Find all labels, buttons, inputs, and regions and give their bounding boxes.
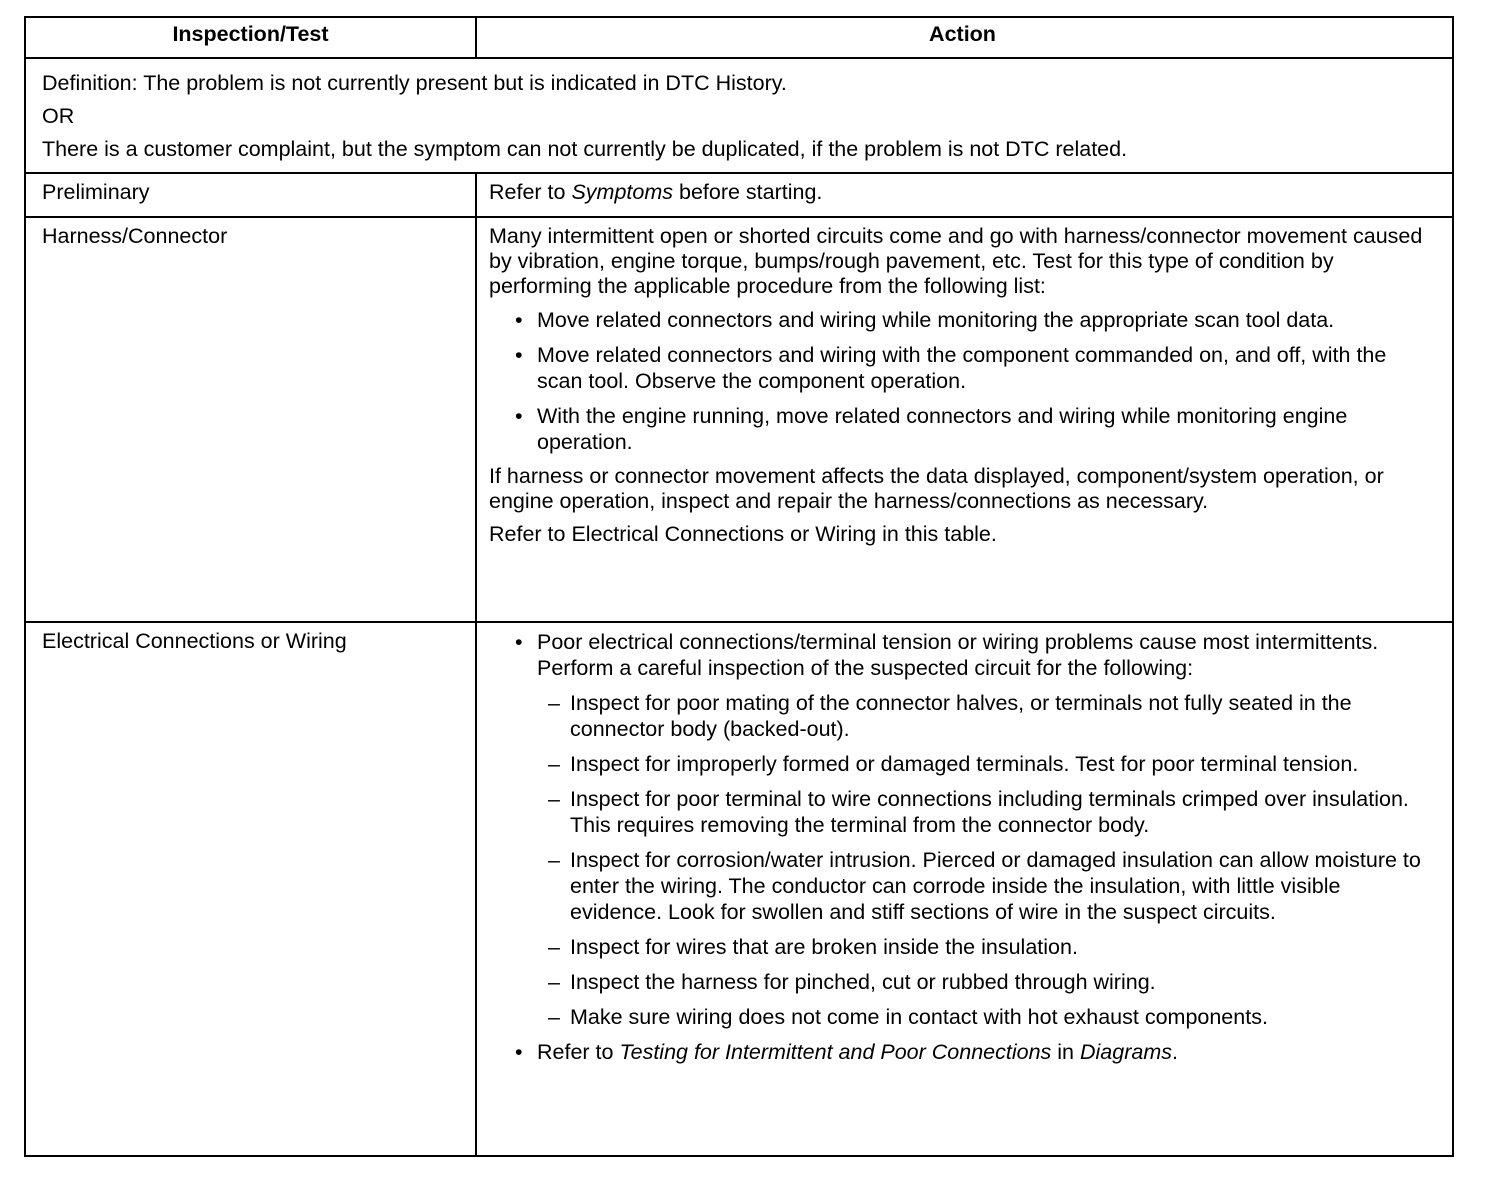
row-label: Electrical Connections or Wiring — [26, 623, 477, 1155]
table-row-preliminary — [26, 172, 1452, 216]
header-action: Action — [929, 22, 996, 46]
harness-repair-note: If harness or connector movement affects the data displayed, component/system operation, or engine operation, inspect and repair the harness/connections as necessary. — [489, 464, 1384, 513]
sub-list-item — [489, 934, 1436, 960]
dash-icon: – — [548, 752, 560, 776]
sub-list-item-text: Inspect the harness for pinched, cut or rubbed through wiring. — [570, 970, 1156, 994]
bullet-icon: • — [515, 343, 523, 367]
row-action — [477, 623, 1452, 1155]
list-item-text: Refer to — [537, 1040, 620, 1064]
harness-intro: Many intermittent open or shorted circuits come and go with harness/connector movement caused by vibration, engine torque, bumps/rough pavement, etc. Test for this type of condition by performing the applicable procedure from the following list: — [489, 224, 1423, 298]
sub-list-item-text: Inspect for poor terminal to wire connections including terminals crimped over insulation. This requires removing the terminal from the connector body. — [570, 787, 1409, 837]
list-item-text: Move related connectors and wiring while monitoring the appropriate scan tool data. — [537, 308, 1335, 332]
row-label: Preliminary — [26, 174, 477, 216]
dash-icon: – — [548, 1005, 560, 1029]
symptoms-reference: Symptoms — [571, 180, 674, 204]
sub-list-item-text: Inspect for corrosion/water intrusion. Pierced or damaged insulation can allow moisture to enter the wiring. The conductor can corrode inside the insulation, with little visible evidence. Look for swollen and stiff sections of wire in the suspect circuits. — [570, 848, 1421, 924]
list-item — [489, 1039, 1436, 1065]
testing-reference: Testing for Intermittent and Poor Connections — [619, 1040, 1052, 1064]
dash-icon: – — [548, 970, 560, 994]
sub-list-item — [489, 690, 1436, 742]
header-inspection-test: Inspection/Test — [26, 18, 477, 57]
bullet-icon: • — [515, 308, 523, 332]
definition-or: OR — [42, 104, 75, 128]
table-header-row — [26, 18, 1452, 57]
action-text: before starting. — [673, 180, 823, 204]
list-item — [489, 307, 1436, 333]
definition-cell — [26, 59, 1143, 172]
list-item — [489, 403, 1436, 455]
sub-list-item — [489, 751, 1436, 777]
row-action — [477, 174, 1452, 216]
list-item-text: in — [1051, 1040, 1080, 1064]
row-label: Harness/Connector — [26, 218, 477, 621]
table-row-electrical-connections — [26, 621, 1452, 1155]
table-row-harness-connector — [26, 216, 1452, 621]
sub-list-item — [489, 1004, 1436, 1030]
dash-icon: – — [548, 787, 560, 811]
row-action — [477, 218, 1452, 621]
action-text: Refer to — [489, 180, 572, 204]
dash-icon: – — [548, 848, 560, 872]
list-item — [489, 342, 1436, 394]
definition-alternate: There is a customer complaint, but the symptom can not currently be duplicated, if the problem is not DTC related. — [42, 137, 1128, 161]
sub-list-item — [489, 969, 1436, 995]
list-item — [489, 629, 1436, 681]
bullet-icon: • — [515, 404, 523, 428]
harness-reference-note: Refer to Electrical Connections or Wiring in this table. — [489, 522, 997, 546]
list-item-text: With the engine running, move related connectors and wiring while monitoring engine operation. — [537, 404, 1348, 454]
list-item-text: . — [1171, 1040, 1178, 1064]
dash-icon: – — [548, 935, 560, 959]
sub-list-item-text: Inspect for poor mating of the connector halves, or terminals not fully seated in the connector body (backed-out). — [570, 691, 1352, 741]
sub-list-item-text: Inspect for improperly formed or damaged terminals. Test for poor terminal tension. — [570, 752, 1359, 776]
bullet-icon: • — [515, 630, 523, 654]
sub-list-item-text: Make sure wiring does not come in contact with hot exhaust components. — [570, 1005, 1268, 1029]
diagrams-reference: Diagrams — [1079, 1040, 1172, 1064]
list-item-text: Move related connectors and wiring with the component commanded on, and off, with the scan tool. Observe the component operation. — [537, 343, 1387, 393]
sub-list-item — [489, 786, 1436, 838]
intermittent-diagnosis-table — [24, 16, 1454, 1157]
definition-text: Definition: The problem is not currently present but is indicated in DTC History. — [42, 71, 787, 95]
list-item-text: Poor electrical connections/terminal tension or wiring problems cause most intermittents. Perform a careful inspection of the suspected circuit for the following: — [537, 630, 1379, 680]
sub-list-item-text: Inspect for wires that are broken inside the insulation. — [570, 935, 1078, 959]
bullet-icon: • — [515, 1040, 523, 1064]
definition-row — [26, 57, 1452, 172]
dash-icon: – — [548, 691, 560, 715]
sub-list-item — [489, 847, 1436, 925]
